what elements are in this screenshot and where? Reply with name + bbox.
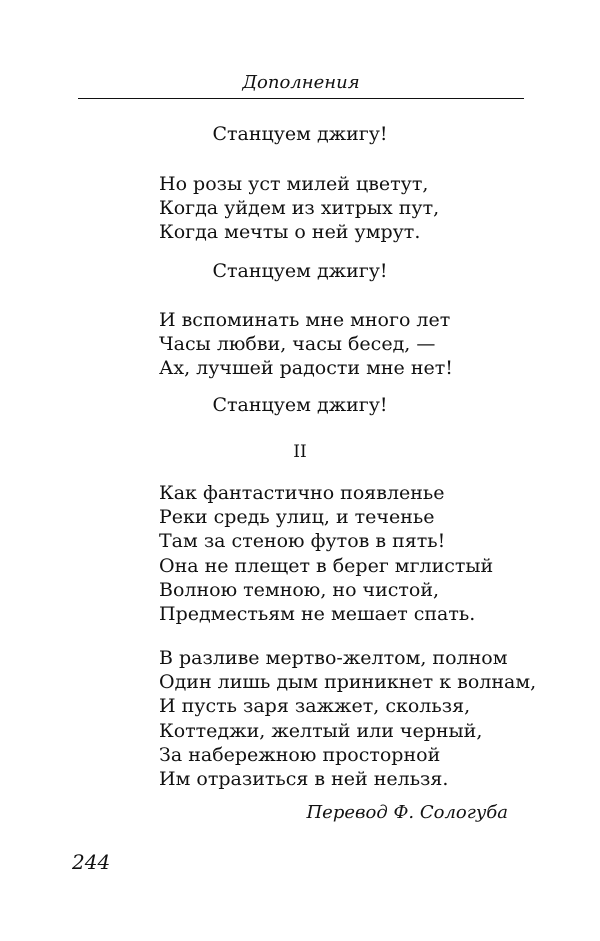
poem-line: Как фантастично появленье [159, 482, 445, 504]
header-rule [78, 98, 524, 99]
running-head: Дополнения [242, 72, 360, 93]
poem-line: Предместьям не мешает спать. [159, 602, 476, 625]
stanza-2 [159, 308, 453, 381]
poem-line: Им отразиться в ней нельзя. [159, 767, 449, 790]
stanza-3 [159, 481, 493, 626]
poem-line: Часы любви, часы бесед, — [159, 333, 436, 356]
poem-line: И пусть заря зажжет, скользя, [159, 695, 471, 718]
poem-line: Когда мечты о ней умрут. [159, 221, 421, 244]
poem-line: Когда уйдем из хитрых пут, [159, 197, 440, 220]
poem-line: Реки средь улиц, и теченье [159, 506, 435, 529]
stanza-1 [159, 172, 439, 245]
poem-line: Она не плещет в берег мглистый [159, 554, 494, 577]
refrain-2: Станцуем джигу! [212, 260, 388, 282]
translation-credit: Перевод Ф. Сологуба [306, 802, 508, 823]
stanza-4 [159, 646, 536, 791]
refrain-3: Станцуем джигу! [212, 394, 388, 416]
poem-line: Волною темною, но чистой, [159, 578, 440, 601]
poem-line: Но розы уст милей цветут, [159, 173, 429, 195]
poem-line: Ах, лучшей радости мне нет! [159, 357, 453, 380]
poem-line: Коттеджи, желтый или черный, [159, 719, 483, 742]
section-number: II [293, 442, 307, 462]
poem-line: И вспоминать мне много лет [159, 309, 451, 331]
poem-line: В разливе мертво-желтом, полном [159, 647, 508, 669]
poem-line: За набережною просторной [159, 743, 441, 766]
refrain-1: Станцуем джигу! [212, 123, 388, 145]
page-number: 244 [72, 850, 111, 874]
poem-line: Там за стеною футов в пять! [159, 530, 446, 553]
poem-line: Один лишь дым приникнет к волнам, [159, 671, 537, 694]
